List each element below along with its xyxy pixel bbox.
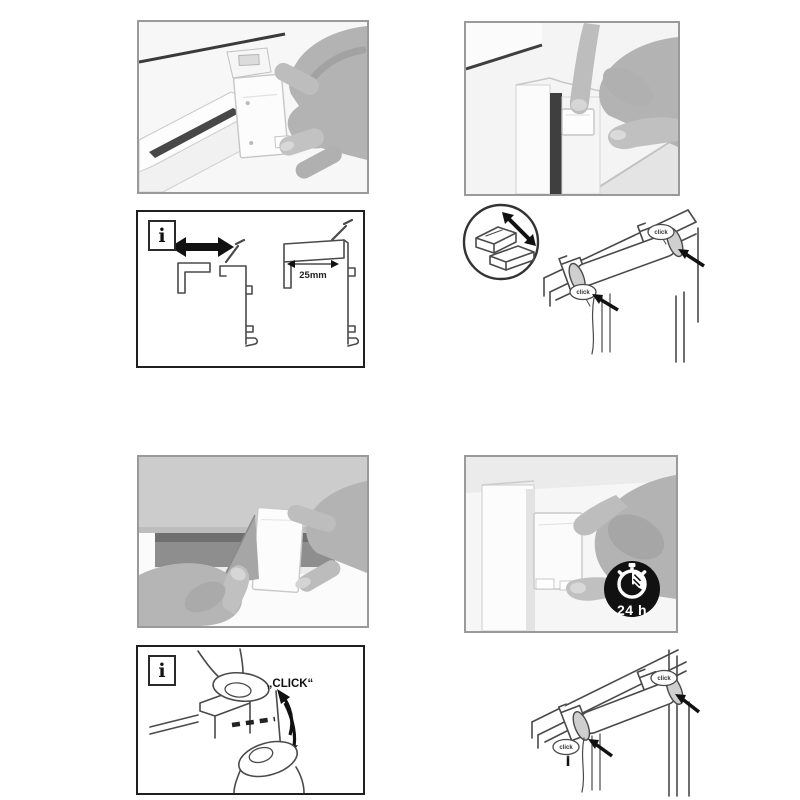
clip-inset-detail xyxy=(464,205,538,279)
step3-info-box xyxy=(136,645,365,795)
click-badge-bottom xyxy=(570,285,596,307)
dimension-label: 25mm xyxy=(299,270,327,281)
step1-info-box xyxy=(136,210,365,368)
dashed-fold-line xyxy=(232,719,275,725)
info-icon xyxy=(148,655,176,686)
frame-lines xyxy=(150,715,198,734)
left-hand xyxy=(139,563,249,626)
info-icon-letter: i xyxy=(158,224,166,247)
click-text: „CLICK“ xyxy=(266,678,314,690)
click-label: click xyxy=(654,230,668,236)
step2-diagram xyxy=(456,202,708,374)
upper-finger xyxy=(198,649,270,704)
push-arrow-lower xyxy=(592,294,618,310)
badge-label: 24 h xyxy=(616,602,647,618)
stopwatch-icon xyxy=(604,561,660,602)
click-label: click xyxy=(657,676,671,682)
step2-photo xyxy=(464,21,680,196)
step4-diagram-illustration xyxy=(488,638,710,800)
step1-photo-illustration xyxy=(139,22,367,192)
assembled-profile-drawing xyxy=(284,220,358,346)
info-icon xyxy=(148,220,176,251)
info-icon-letter: i xyxy=(158,659,166,682)
click-label: click xyxy=(576,290,590,296)
step3-photo-illustration xyxy=(139,457,367,626)
wait-24h-badge xyxy=(604,561,660,617)
top-clip xyxy=(227,48,271,78)
clip-profile-drawing xyxy=(220,240,257,346)
push-arrow-upper xyxy=(678,249,704,266)
window-frame xyxy=(482,481,534,631)
adapter-profile-drawing xyxy=(178,263,210,293)
step1-photo xyxy=(137,20,369,194)
click-badge-bottom xyxy=(553,740,579,759)
step4-photo xyxy=(464,455,678,633)
step2-diagram-illustration xyxy=(456,202,708,374)
click-label: click xyxy=(559,745,573,751)
step3-photo xyxy=(137,455,369,628)
slide-double-arrow-icon xyxy=(170,237,234,257)
step2-photo-illustration xyxy=(466,23,678,194)
step4-diagram xyxy=(488,638,710,800)
